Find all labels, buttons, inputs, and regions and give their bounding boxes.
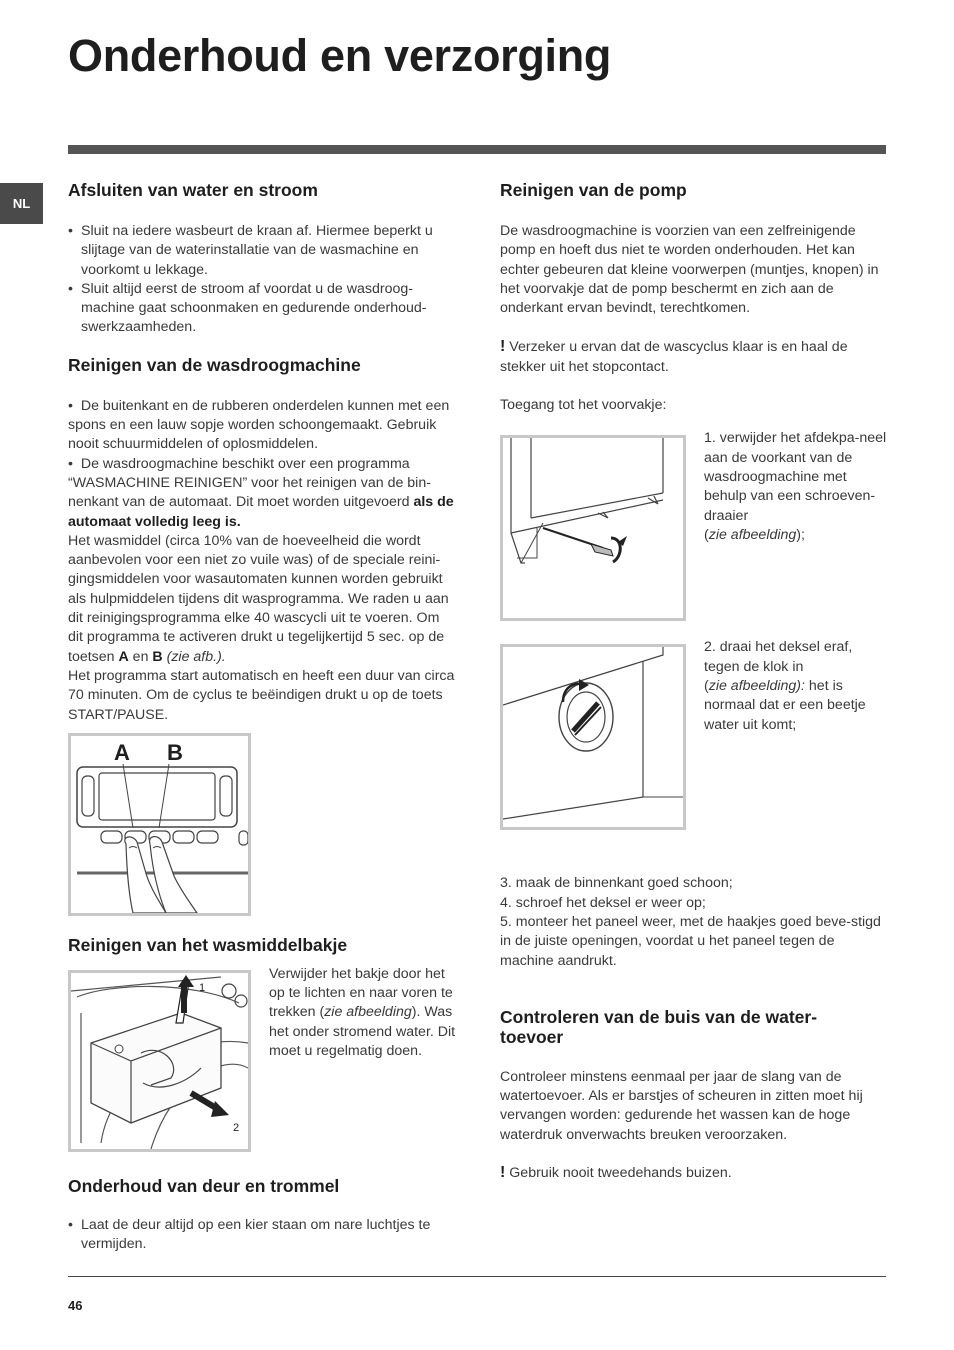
- warning-icon: !: [500, 1164, 506, 1182]
- list-item: • Laat de deur altijd op een kier staan om nare luchtjes te vermijden.: [68, 1216, 456, 1255]
- pump-access-label: Toegang tot het voorvakje:: [500, 397, 667, 414]
- door-drum-list: [68, 1216, 456, 1255]
- clean-machine-text: [68, 397, 456, 725]
- section-heading-water-hose: Controleren van de buis van de water-toevoer: [500, 1006, 818, 1047]
- left-column: [68, 180, 456, 1254]
- paragraph: Het programma start automatisch en heeft een duur van circa 70 minuten. Om de cyclus te beëindigen drukt u op de toets START/PAUSE.: [68, 667, 455, 723]
- key-a-label: A: [114, 739, 130, 765]
- paragraph: • De buitenkant en de rubberen onderdelen kunnen met een spons en een lauw sopje worden schoongemaakt. Gebruik nooit schuurmiddelen of oplosmiddelen.: [68, 397, 450, 453]
- control-panel-figure: [68, 733, 251, 916]
- pump-intro: De wasdroogmachine is voorzien van een zelfreinigende pomp en hoeft dus niet te worden onderhouden. Het kan echter gebeuren dat kleine voorwerpen (muntjes, knopen) in het voorvakje dat de pomp beschermt en zich aan de onderkant ervan bevindt, terechtkomen.: [500, 223, 879, 317]
- remove-panel-figure: [500, 435, 686, 621]
- footer-rule: [68, 1276, 886, 1277]
- title-rule: [68, 145, 886, 154]
- step-1-text: 1. verwijder het afdekpa-neel aan de voorkant van de wasdroogmachine met behulp van een schroeven-draaier (zie afbeelding);: [704, 430, 887, 543]
- section-heading-detergent-drawer: Reinigen van het wasmiddelbakje: [68, 934, 348, 955]
- section-heading-clean-machine: Reinigen van de wasdroogmachine: [68, 354, 361, 375]
- step-4: 4. schroef het deksel er weer op;: [500, 894, 706, 911]
- pump-steps-rest: [500, 874, 890, 970]
- list-item: • Sluit altijd eerst de stroom af voordat u de wasdroog-machine gaat schoonmaken en gedurende onderhoud-swerkzaamheden.: [68, 280, 456, 338]
- step-2-label: 2: [233, 1121, 240, 1134]
- step-2-text: 2. draai het deksel eraf, tegen de klok in (zie afbeelding): het is normaal dat er een beetje water uit komt;: [704, 639, 866, 733]
- section-heading-pump: Reinigen van de pomp: [500, 180, 687, 200]
- pump-warning: ! Verzeker u ervan dat de wascyclus klaar is en haal de stekker uit het stopcontact.: [500, 338, 848, 375]
- water-hose-warning: ! Gebruik nooit tweedehands buizen.: [500, 1164, 732, 1182]
- detergent-drawer-text: Verwijder het bakje door het op te lichten en naar voren te trekken (zie afbeelding). Was het onder stromend water. Dit moet u regelmatig doen.: [269, 965, 456, 1060]
- page-title: Onderhoud en verzorging: [68, 30, 612, 81]
- key-b-label: B: [167, 739, 183, 765]
- paragraph: • De wasdroogmachine beschikt over een programma “WASMACHINE REINIGEN” voor het reinigen van de bin-nenkant van de automaat. Dit moet worden uitgevoerd als de automaat volledig leeg is.: [68, 455, 454, 530]
- list-item: • Sluit na iedere wasbeurt de kraan af. Hiermee beperkt u slijtage van de waterinstallatie van de wasmachine en voorkomt u lekkage.: [68, 222, 456, 280]
- unscrew-lid-figure: [500, 644, 686, 830]
- pump-step-2: [500, 639, 890, 830]
- language-tab: NL: [0, 183, 43, 224]
- paragraph: Het wasmiddel (circa 10% van de hoeveelheid die wordt aanbevolen voor een niet zo vuile was) of de speciale reini-gingsmiddelen voor wasautomaten kunnen worden gebruikt als hulpmiddelen tijdens dit wasprogramma. We raden u aan dit reinigingsprogramma elke 40 wascycli uit te voeren. Om dit programma te activeren drukt u tegelijkertijd 5 sec. op de toetsen A en B (zie afb.).: [68, 532, 449, 665]
- pump-step-1: [500, 430, 890, 621]
- warning-icon: !: [500, 338, 506, 356]
- water-power-list: [68, 222, 456, 338]
- step-1-label: 1: [199, 981, 206, 994]
- water-hose-text: Controleer minstens eenmaal per jaar de slang van de watertoevoer. Als er barstjes of scheuren in zitten moet hij vervangen worden: gedurende het wassen kan de hoge waterdruk onverwachts breuken veroorzaken.: [500, 1068, 863, 1143]
- section-heading-water-power: Afsluiten van water en stroom: [68, 180, 318, 200]
- step-5: 5. monteer het paneel weer, met de haakjes goed beve-stigd in de juiste openingen, voordat u het paneel tegen de machine aandrukt.: [500, 913, 881, 969]
- step-3: 3. maak de binnenkant goed schoon;: [500, 875, 733, 892]
- page-number: 46: [68, 1298, 83, 1313]
- right-column: [500, 180, 890, 1183]
- section-heading-door-drum: Onderhoud van deur en trommel: [68, 1175, 340, 1196]
- detergent-drawer-block: [68, 965, 456, 1152]
- detergent-drawer-figure: [68, 970, 251, 1152]
